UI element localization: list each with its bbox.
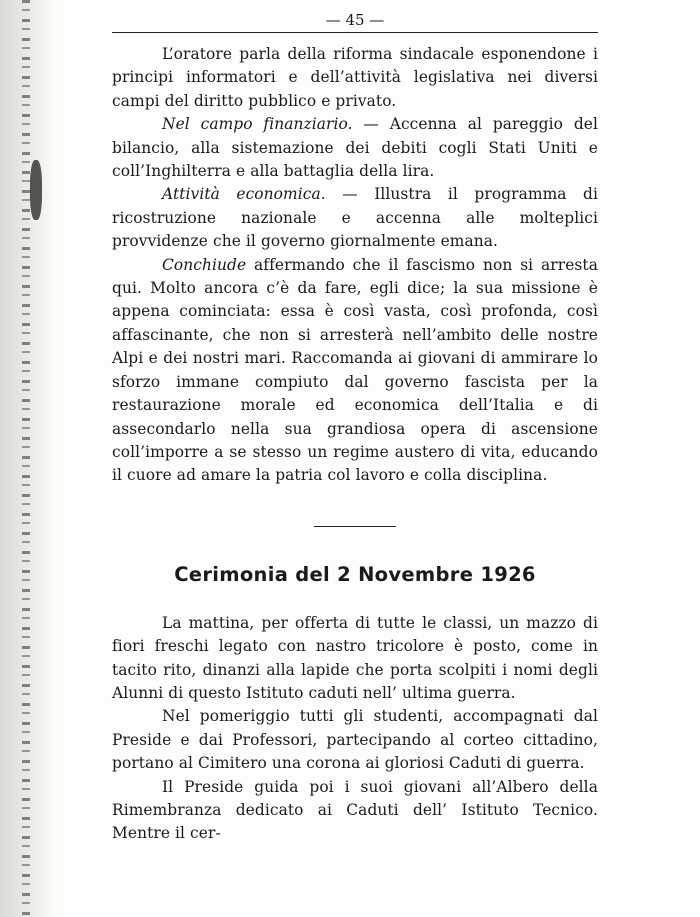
page-header bbox=[112, 8, 598, 33]
section-divider bbox=[314, 526, 396, 527]
paragraph-text: — Accenna al pareggio del bilancio, alla sistemazione dei debiti cogli Stati Uniti e coll’Inghilterra e alla battaglia della lira. bbox=[112, 115, 599, 181]
page-number: — 45 — bbox=[325, 11, 385, 29]
document-page bbox=[112, 8, 598, 846]
paragraph-conchiude bbox=[112, 254, 598, 488]
paragraph-text: L’oratore parla della riforma sindacale esponendone i principi informatori e dell’attività legislativa nei diversi campi del diritto pubblico e privato. bbox=[112, 45, 598, 110]
section-cerimonia bbox=[112, 612, 598, 846]
paragraph-lead: Attività economica. bbox=[162, 185, 326, 204]
section-oratore bbox=[112, 43, 598, 488]
paragraph-economica bbox=[112, 183, 598, 253]
paragraph-lead: Conchiude bbox=[162, 255, 247, 274]
paragraph-pomeriggio: Nel pomeriggio tutti gli studenti, accompagnati dal Preside e dai Professori, partecipando al corteo cittadino, portano al Cimitero una corona ai gloriosi Caduti di guerra. bbox=[112, 707, 598, 773]
paragraph-riforma bbox=[112, 43, 598, 113]
paragraph-text: affermando che il fascismo non si arresta qui. Molto ancora c’è da fare, egli dice; la sua missione è appena cominciata: essa è così vasta, così profonda, così affascinante, che non si arresterà nell’ambito delle nostre Alpi e dei nostri mari. Raccomanda ai giovani di ammirare lo sforzo immane compiuto dal governo fascista per la restaurazione morale ed economica dell’Italia e di assecondarlo nella sua grandiosa opera di ascensione coll’imporre a se stesso un regime austero di vita, educando il cuore ad amare la patria col lavoro e colla disciplina. bbox=[112, 255, 598, 485]
paragraph-mattina: La mattina, per offerta di tutte le classi, un mazzo di fiori freschi legato con nastro tricolore è posto, come in tacito rito, dinanzi alla lapide che porta scolpiti i nomi degli Alunni di questo Istituto caduti nell’ ultima guerra. bbox=[112, 613, 598, 702]
scan-binding-edge bbox=[0, 0, 58, 917]
paragraph-text: — Illustra il programma di ricostruzione nazionale e accenna alle molteplici provvidenze che il governo giornalmente emana. bbox=[112, 185, 598, 251]
paragraph-preside: Il Preside guida poi i suoi giovani all’Albero della Rimembranza dedicato ai Caduti dell’ Istituto Tecnico. Mentre il cer- bbox=[112, 777, 598, 843]
paragraph-lead: Nel campo finanziario. bbox=[162, 115, 353, 134]
paragraph-finanziario bbox=[112, 113, 598, 183]
section-heading: Cerimonia del 2 Novembre 1926 bbox=[174, 562, 536, 586]
